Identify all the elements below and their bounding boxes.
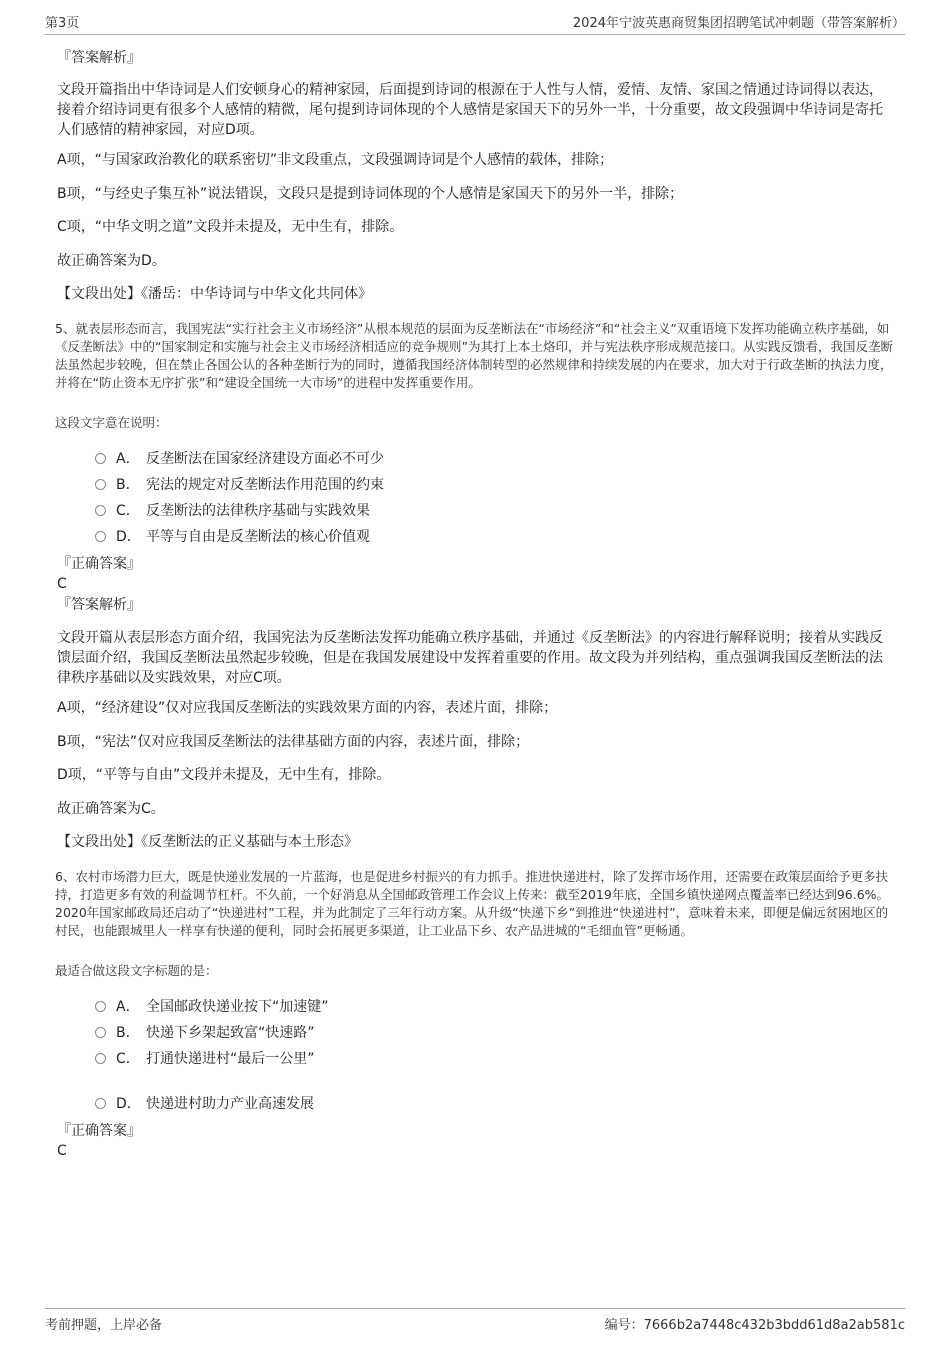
radio-icon[interactable] [95, 531, 106, 542]
q5-option-a-explain: A项，“经济建设”仅对应我国反垄断法的实践效果方面的内容，表述片面，排除； [57, 700, 558, 716]
footer-slogan: 考前押题，上岸必备 [45, 1318, 163, 1333]
q5-conclusion: 故正确答案为C。 [57, 801, 165, 817]
radio-icon[interactable] [95, 1098, 106, 1109]
page-number: 第3页 [45, 16, 80, 31]
radio-icon[interactable] [95, 505, 106, 516]
q6-option-c[interactable]: C． 打通快递进村“最后一公里” [95, 1049, 315, 1069]
q6-answer-label: 『正确答案』 [57, 1123, 141, 1139]
radio-icon[interactable] [95, 453, 106, 464]
q5-question-text: 5、就表层形态而言，我国宪法“实行社会主义市场经济”从根本规范的层面为反垄断法在“市场经济”和“社会主义”双重语境下发挥功能确立秩序基础，如《反垄断法》中的“国家制定和实施与社会主义市场经济相适应的竞争规则”为其打上本土烙印，并与宪法秩序形成规范接口。从实践反馈看，我国反垄断法虽然起步较晚，但在禁止各国公认的各种垄断行为的同时，遵循我国经济体制转型的必然规律和持续发展的内在要求，加大对于行政垄断的执法力度，并将在“防止资本无序扩张”和“建设全国统一大市场”的进程中发挥重要作用。 [55, 321, 893, 390]
radio-icon[interactable] [95, 1027, 106, 1038]
q5-option-d-explain: D项，“平等与自由”文段并未提及，无中生有，排除。 [57, 767, 391, 783]
q6-prompt: 最适合做这段文字标题的是： [55, 963, 218, 978]
q6-option-d[interactable]: D． 快递进村助力产业高速发展 [95, 1094, 314, 1114]
radio-icon[interactable] [95, 1053, 106, 1064]
q5-answer: C [57, 576, 67, 592]
q6-option-a[interactable]: A． 全国邮政快递业按下“加速键” [95, 997, 329, 1017]
q5-option-b-explain: B项，“宪法”仅对应我国反垄断法的法律基础方面的内容，表述片面，排除； [57, 734, 530, 750]
q4-option-c-explain: C项，“中华文明之道”文段并未提及，无中生有，排除。 [57, 219, 404, 235]
q5-analysis-text: 文段开篇从表层形态方面介绍，我国宪法为反垄断法发挥功能确立秩序基础，并通过《反垄断法》的内容进行解释说明；接着从实践反馈层面介绍，我国反垄断法虽然起步较晚，但是在我国发展建设中发挥着重要的作用。故文段为并列结构，重点强调我国反垄断法的法律秩序基础以及实践效果，对应C项。 [57, 630, 883, 686]
q5-prompt: 这段文字意在说明： [55, 415, 168, 430]
q5-option-a[interactable]: A． 反垄断法在国家经济建设方面必不可少 [95, 449, 384, 469]
q4-analysis-label: 『答案解析』 [57, 50, 141, 66]
q4-conclusion: 故正确答案为D。 [57, 253, 166, 269]
q6-option-b[interactable]: B． 快递下乡架起致富“快速路” [95, 1023, 315, 1043]
q4-source: 【文段出处】《潘岳：中华诗词与中华文化共同体》 [57, 286, 372, 302]
page-footer [45, 1308, 905, 1333]
radio-icon[interactable] [95, 479, 106, 490]
radio-icon[interactable] [95, 1001, 106, 1012]
q6-question-text: 6、农村市场潜力巨大，既是快递业发展的一片蓝海，也是促进乡村振兴的有力抓手。推进快递进村，除了发挥市场作用，还需要在政策层面给予更多扶持，打造更多有效的利益调节杠杆。不久前，一个好消息从全国邮政管理工作会议上传来：截至2019年底，全国乡镇快递网点覆盖率已经达到96.6%。2020年国家邮政局还启动了“快递进村”工程，并为此制定了三年行动方案。从升级“快递下乡”到推进“快递进村”，意味着未来，即便是偏远贫困地区的村民，也能跟城里人一样享有快递的便利，同时会拓展更多渠道，让工业品下乡、农产品进城的“毛细血管”更畅通。 [55, 869, 890, 938]
q4-option-b-explain: B项，“与经史子集互补”说法错误，文段只是提到诗词体现的个人感情是家国天下的另外一半，排除； [57, 186, 684, 202]
q4-option-a-explain: A项，“与国家政治教化的联系密切”非文段重点，文段强调诗词是个人感情的载体，排除； [57, 152, 614, 168]
q5-option-d[interactable]: D． 平等与自由是反垄断法的核心价值观 [95, 527, 370, 547]
page-header [45, 12, 905, 35]
q6-answer: C [57, 1143, 67, 1159]
document-id: 编号：7666b2a7448c432b3bdd61d8a2ab581c [604, 1318, 905, 1333]
q5-answer-label: 『正确答案』 [57, 556, 141, 572]
q5-source: 【文段出处】《反垄断法的正义基础与本土形态》 [57, 834, 358, 850]
document-title: 2024年宁波英惠商贸集团招聘笔试冲刺题（带答案解析） [572, 16, 905, 31]
q5-option-b[interactable]: B． 宪法的规定对反垄断法作用范围的约束 [95, 475, 384, 495]
q5-option-c[interactable]: C． 反垄断法的法律秩序基础与实践效果 [95, 501, 370, 521]
q5-analysis-label: 『答案解析』 [57, 597, 141, 613]
q4-analysis-text: 文段开篇指出中华诗词是人们安顿身心的精神家园，后面提到诗词的根源在于人性与人情，爱情、友情、家国之情通过诗词得以表达，接着介绍诗词更有很多个人感情的精微，尾句提到诗词体现的个人感情是家国天下的另外一半，十分重要，故文段强调中华诗词是寄托人们感情的精神家园，对应D项。 [57, 82, 883, 138]
